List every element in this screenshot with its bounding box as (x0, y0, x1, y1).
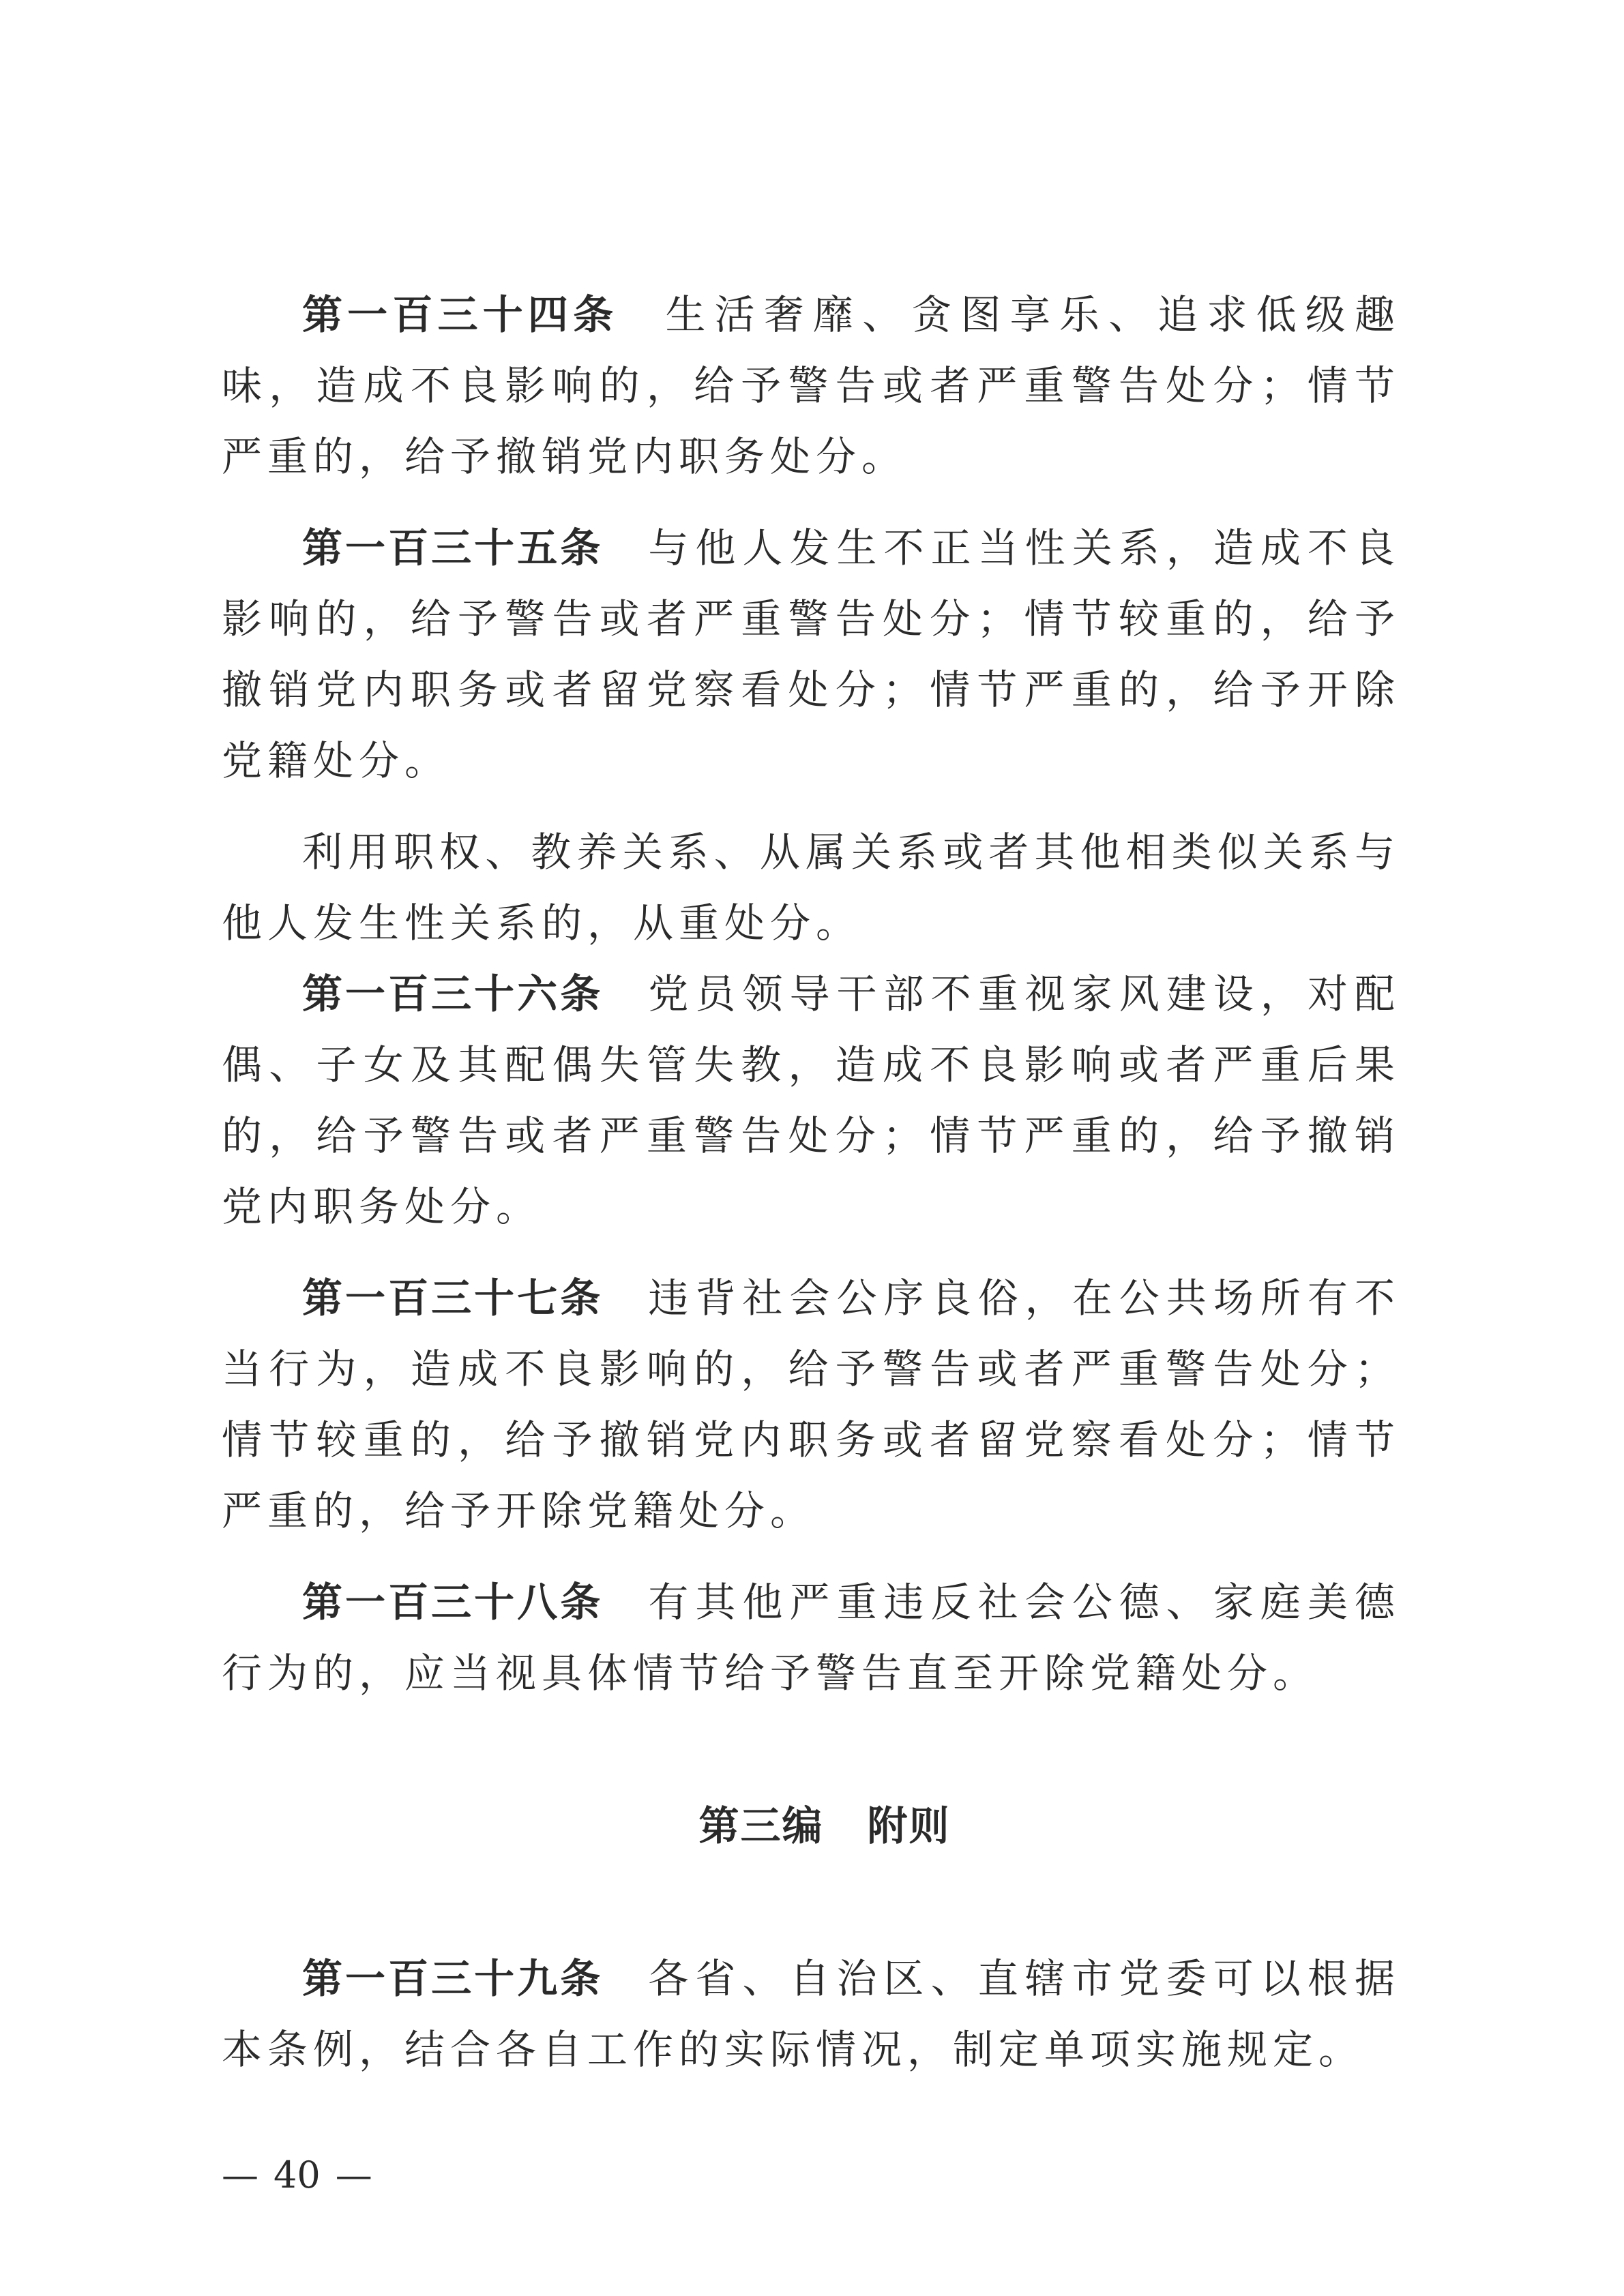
article-136 (222, 959, 1400, 1242)
footer-dash-left: — (222, 2153, 259, 2196)
section-part: 第三编 (698, 1802, 824, 1849)
article-number: 第一百三十四条 (302, 291, 619, 338)
page-number: 40 (274, 2153, 321, 2196)
article-number: 第一百三十五条 (302, 524, 604, 571)
article-number: 第一百三十七条 (302, 1274, 604, 1322)
article-number: 第一百三十六条 (302, 970, 604, 1017)
footer-dash-right: — (335, 2153, 372, 2196)
article-137 (222, 1263, 1400, 1547)
article-text: 有其他严重违反社会公德、家庭美德行为的，应当视具体情节给予警告直至开除党籍处分。 (222, 1579, 1400, 1697)
article-135 (222, 513, 1400, 796)
article-text: 党员领导干部不重视家风建设，对配偶、子女及其配偶失管失教，造成不良影响或者严重后果的，给予警告或者严重警告处分；情节严重的，给予撤销党内职务处分。 (222, 970, 1400, 1230)
article-139 (222, 1943, 1400, 2085)
page-footer (222, 2148, 372, 2203)
article-text: 生活奢靡、贪图享乐、追求低级趣味，造成不良影响的，给予警告或者严重警告处分；情节严重的，给予撤销党内职务处分。 (222, 291, 1400, 480)
article-134 (222, 280, 1400, 492)
article-text: 违背社会公序良俗，在公共场所有不当行为，造成不良影响的，给予警告或者严重警告处分；情节较重的，给予撤销党内职务或者留党察看处分；情节严重的，给予开除党籍处分。 (222, 1274, 1400, 1534)
section-title: 附则 (867, 1802, 951, 1849)
article-text: 各省、自治区、直辖市党委可以根据本条例，结合各自工作的实际情况，制定单项实施规定。 (222, 1955, 1400, 2073)
document-page (222, 280, 1400, 2085)
article-number: 第一百三十九条 (302, 1955, 604, 2002)
article-135-continuation: 利用职权、教养关系、从属关系或者其他相类似关系与他人发生性关系的，从重处分。 (222, 829, 1400, 946)
section-heading (222, 1791, 1400, 1862)
article-text: 与他人发生不正当性关系，造成不良影响的，给予警告或者严重警告处分；情节较重的，给予撤销党内职务或者留党察看处分；情节严重的，给予开除党籍处分。 (222, 524, 1400, 784)
article-138 (222, 1567, 1400, 1709)
article-number: 第一百三十八条 (302, 1579, 604, 1626)
